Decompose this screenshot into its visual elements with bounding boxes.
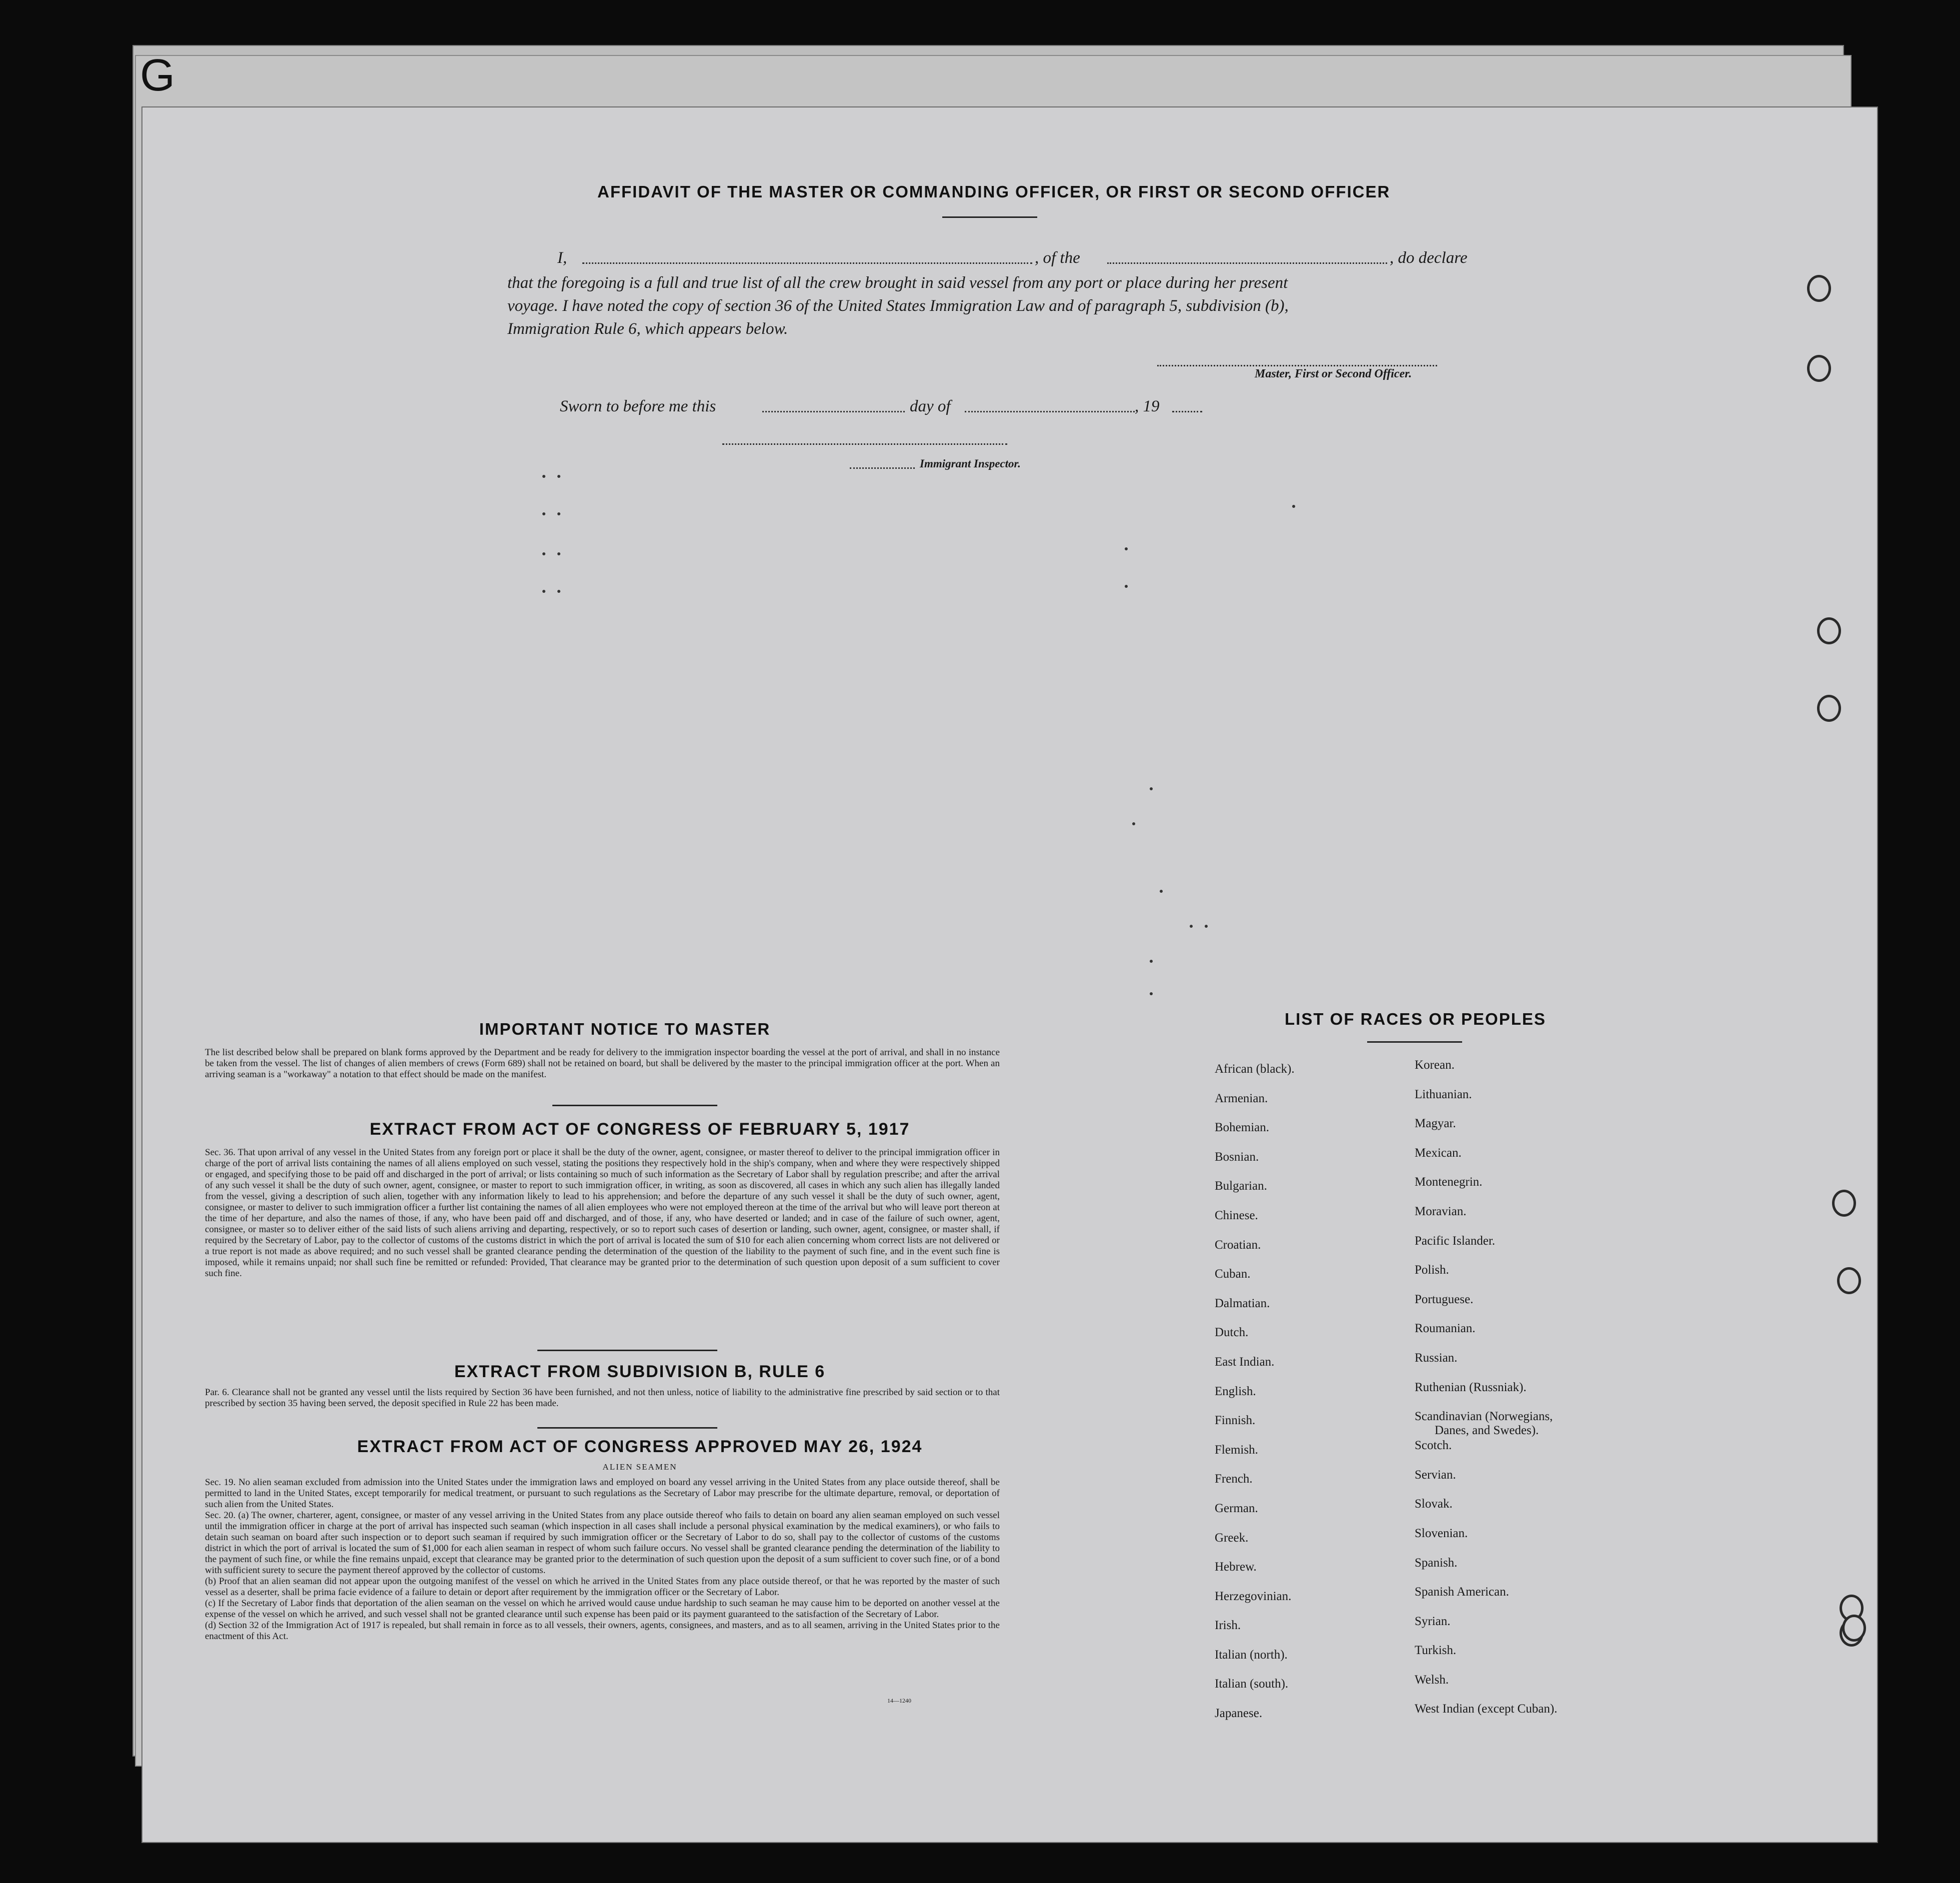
race-right-21: Turkish. [1415, 1644, 1457, 1658]
race-right-3: Mexican. [1415, 1146, 1462, 1160]
race-left-5: Chinese. [1215, 1208, 1258, 1222]
document-page [142, 107, 1877, 1842]
sworn-line [560, 395, 1410, 420]
races-right-column [1415, 1058, 1557, 1732]
inspector-prefix-line [850, 467, 915, 469]
race-left-3: Bosnian. [1215, 1150, 1259, 1164]
race-left-12: Finnish. [1215, 1414, 1256, 1428]
race-left-20: Italian (north). [1215, 1648, 1288, 1662]
race-right-7: Polish. [1415, 1263, 1449, 1277]
master-signature-line [1157, 365, 1437, 366]
affidavit-line-3: voyage. I have noted the copy of section 36 of the United States Immigration Law and of paragraph 5, subdivision (b), [507, 297, 1289, 315]
extract-1917-title: EXTRACT FROM ACT OF CONGRESS OF FEBRUARY 5, 1917 [369, 1120, 910, 1139]
speck [1150, 787, 1153, 790]
speck [542, 590, 545, 593]
race-right-14: Scotch. [1415, 1439, 1452, 1453]
race-right-12: Scandinavian (Norwegians, [1415, 1410, 1553, 1424]
extract-1924-title: EXTRACT FROM ACT OF CONGRESS APPROVED MAY 26, 1924 [357, 1437, 923, 1456]
race-right-4: Montenegrin. [1415, 1175, 1483, 1189]
race-left-2: Bohemian. [1215, 1121, 1270, 1135]
race-left-6: Croatian. [1215, 1238, 1261, 1252]
speck [542, 475, 545, 478]
extract-1924-subtitle: ALIEN SEAMEN [602, 1462, 677, 1472]
notice-divider [552, 1105, 717, 1106]
race-right-15: Servian. [1415, 1468, 1456, 1482]
speck [1125, 585, 1128, 588]
affidavit-line1-b: , of the [1035, 249, 1080, 267]
race-right-23: West Indian (except Cuban). [1415, 1702, 1558, 1716]
extract-1924-body [205, 1477, 1000, 1642]
speck [1150, 960, 1153, 963]
race-left-16: Greek. [1215, 1531, 1249, 1545]
affidavit-line-1 [557, 246, 1657, 271]
race-right-17: Slovenian. [1415, 1526, 1468, 1540]
speck [557, 590, 560, 593]
race-left-0: African (black). [1215, 1062, 1295, 1076]
speck [1292, 505, 1295, 508]
affidavit-title: AFFIDAVIT OF THE MASTER OR COMMANDING OFFICER, OR FIRST OR SECOND OFFICER [597, 182, 1391, 201]
race-right-6: Pacific Islander. [1415, 1234, 1496, 1248]
race-right-0: Korean. [1415, 1058, 1455, 1072]
races-title: LIST OF RACES OR PEOPLES [1285, 1010, 1546, 1028]
extract-1917-body: Sec. 36. That upon arrival of any vessel in the United States from any foreign port or place it shall be the duty of the owner, agent, consignee, or master thereof to deliver to the principal immigration officer in charge of the port of arrival lists containing the names of all aliens employed on such vessel, stating the positions they respectively hold in the ship's company, when and where they were respectively shipped or engaged, and specifying those to be paid off and discharged in the port of arrival; or lists containing so much of such information as the Secretary of Labor shall by regulation prescribe; and after the arrival of any such vessel it shall be the duty of such owner, agent, consignee, or master to report to such immigration officer, in writing, as soon as discovered, all cases in which any such alien has illegally landed from the vessel, giving a description of such alien, together with any information likely to lead to his apprehension; and before the departure of any such vessel it shall be the duty of such owner, agent, consignee, or master to deliver to such immigration officer a further list containing the names of all alien employees who were not employed thereon at the time of the arrival but who will leave port thereon at the time of her departure, and also the names of those, if any, who have been paid off and discharged, and of those, if any, who have deserted or landed; and in case of the failure of such owner, agent, consignee, or master so to deliver either of the said lists of such aliens arriving and departing, respectively, or so to report such cases of desertion or landing, such owner, agent, consignee, or master shall, if required by the Secretary of Labor, pay to the collector of customs of the customs district in which the port of arrival is located the sum of $10 for each alien concerning whom correct lists are not delivered or a true report is not made as above required; and no such vessel shall be granted clearance pending the determination of the question of the liability to the payment of such fine, and in the event such fine is imposed, while it remains unpaid; nor shall such fine be remitted or refunded: Provided, That clearance may be granted prior to the determination of such question upon deposit of a sum sufficient to cover such fine. [205, 1147, 1000, 1279]
race-right-16: Slovak. [1415, 1497, 1453, 1511]
sworn-b: day of [910, 397, 951, 415]
speck [542, 512, 545, 515]
day-blank [762, 411, 905, 412]
race-left-10: East Indian. [1215, 1355, 1275, 1369]
race-left-17: Hebrew. [1215, 1560, 1257, 1574]
race-left-9: Dutch. [1215, 1326, 1249, 1340]
extract-1924-sec20d: (d) Section 32 of the Immigration Act of 1917 is repealed, but shall remain in force as to all vessels, their owners, agents, consignees, and masters, and as to all seamen, arriving in the United States prior to the enactment of this Act. [205, 1620, 1000, 1642]
race-right-5: Moravian. [1415, 1204, 1467, 1218]
race-right-18: Spanish. [1415, 1556, 1458, 1570]
punch-hole-icon [1807, 355, 1831, 382]
race-left-1: Armenian. [1215, 1091, 1268, 1105]
punch-hole-icon [1817, 695, 1841, 722]
race-left-4: Bulgarian. [1215, 1179, 1267, 1193]
punch-hole-icon [1807, 275, 1831, 302]
race-left-21: Italian (south). [1215, 1677, 1289, 1691]
affidavit-line-4: Immigration Rule 6, which appears below. [507, 320, 788, 338]
race-left-8: Dalmatian. [1215, 1296, 1270, 1310]
speck [557, 552, 560, 555]
punch-hole-icon [1832, 1190, 1856, 1217]
notice-body: The list described below shall be prepared on blank forms approved by the Department and be ready for delivery to the immigration inspector boarding the vessel at the port of arrival, and shall in no instance be taken from the vessel. The list of changes of alien members of crews (Form 689) shall not be retained on board, but shall be delivered by the master to the principal immigration officer at the port. When an arriving seaman is a "workaway" a notation to that effect should be made on the manifest. [205, 1047, 1000, 1080]
race-right-2: Magyar. [1415, 1117, 1456, 1131]
sworn-c: , 19 [1135, 397, 1160, 415]
extract-1924-sec20b: (b) Proof that an alien seaman did not appear upon the outgoing manifest of the vessel on which he arrived in the United States from any place outside thereof, or that he was reported by the master of such vessel as a deserter, shall be prima facie evidence of a failure to detain or deport after requirement by the immigration officer or the Secretary of Labor. [205, 1576, 1000, 1598]
year-blank [1172, 411, 1202, 412]
form-number: 14—1240 [887, 1697, 911, 1704]
sworn-a: Sworn to before me this [560, 397, 716, 415]
speck [542, 552, 545, 555]
speck [1132, 822, 1135, 825]
name-blank [582, 262, 1032, 264]
race-right-8: Portuguese. [1415, 1292, 1474, 1306]
extract-1917-divider [537, 1350, 717, 1351]
race-left-7: Cuban. [1215, 1267, 1251, 1281]
month-blank [965, 411, 1135, 412]
race-left-15: German. [1215, 1501, 1258, 1515]
race-left-19: Irish. [1215, 1619, 1241, 1633]
race-left-22: Japanese. [1215, 1707, 1263, 1721]
race-right-1: Lithuanian. [1415, 1087, 1472, 1101]
speck [557, 475, 560, 478]
speck [1125, 547, 1128, 550]
extract-rule6-title: EXTRACT FROM SUBDIVISION B, RULE 6 [454, 1362, 826, 1381]
affidavit-line1-a: I, [557, 249, 567, 267]
speck [1190, 925, 1193, 928]
race-left-14: French. [1215, 1472, 1253, 1486]
extract-rule6-body: Par. 6. Clearance shall not be granted any vessel until the lists required by Section 36 have been furnished, and not then unless, notice of liability to the administrative fine prescribed by said section or to that prescribed by section 35 having been served, the deposit specified in Rule 22 has been made. [205, 1387, 1000, 1409]
race-right-22: Welsh. [1415, 1673, 1449, 1687]
race-left-13: Flemish. [1215, 1443, 1258, 1457]
race-right-13: Danes, and Swedes). [1435, 1424, 1539, 1438]
affidavit-line-2: that the foregoing is a full and true list of all the crew brought in said vessel from any port or place during her present [507, 274, 1288, 292]
extract-1924-sec19: Sec. 19. No alien seaman excluded from admission into the United States under the immigration laws and employed on board any vessel arriving in the United States from any place outside thereof, shall be permitted to land in the United States, except temporarily for medical treatment, or pursuant to such regulations as the Secretary of Labor may prescribe for the ultimate departure, removal, or deportation of such alien from the United States. [205, 1477, 1000, 1510]
notice-title: IMPORTANT NOTICE TO MASTER [479, 1020, 771, 1038]
race-left-11: English. [1215, 1384, 1256, 1398]
race-right-9: Roumanian. [1415, 1322, 1476, 1336]
affidavit-line1-c: , do declare [1390, 249, 1468, 267]
title-underline [942, 216, 1037, 218]
extract-1924-sec20c: (c) If the Secretary of Labor finds that deportation of the alien seaman on the vessel on which he arrived would cause undue hardship to such seaman he may cause him to be deported on another vessel at the expense of the vessel on which he arrived, and such vessel shall not be granted clearance until such expense has been paid or its payment guaranteed to the satisfaction of the Secretary of Labor. [205, 1598, 1000, 1620]
speck [557, 512, 560, 515]
punch-hole-icon [1842, 1615, 1866, 1642]
speck [1150, 992, 1153, 995]
punch-hole-icon [1817, 617, 1841, 644]
extract-1924-sec20a: Sec. 20. (a) The owner, charterer, agent, consignee, or master of any vessel arriving in the United States from any place outside thereof who fails to detain on board any alien seaman employed on such vessel until the immigration officer in charge at the port of arrival has inspected such seaman (which inspection in all cases shall include a personal physical examination by the medical examiners), or who fails to detain such seaman on board after such inspection or to deport such seaman if required by such immigration officer or the Secretary of Labor to do so, shall pay to the collector of customs of the customs district in which the port of arrival is located the sum of $1,000 for each alien seaman in respect of whom such failure occurs. No vessel shall be granted clearance pending the determination of the liability to the payment of such fine, or while the fine remains unpaid, except that clearance may be granted prior to the determination of such question upon the deposit of a sum sufficient to cover such fine, or of a bond with sufficient surety to secure the payment thereof approved by the collector of customs. [205, 1510, 1000, 1576]
race-right-10: Russian. [1415, 1351, 1458, 1365]
corner-mark: G [140, 50, 175, 100]
inspector-signature-line [722, 443, 1007, 445]
speck [1160, 890, 1163, 893]
race-right-19: Spanish American. [1415, 1585, 1509, 1599]
races-underline [1367, 1041, 1462, 1043]
races-left-column [1215, 1062, 1295, 1736]
punch-hole-icon [1837, 1267, 1861, 1294]
speck [1205, 925, 1208, 928]
inspector-label: Immigrant Inspector. [920, 457, 1021, 470]
extract-rule6-divider [537, 1427, 717, 1429]
vessel-blank [1107, 262, 1387, 264]
race-left-18: Herzegovinian. [1215, 1589, 1292, 1603]
race-right-20: Syrian. [1415, 1614, 1451, 1628]
master-label: Master, First or Second Officer. [1255, 367, 1412, 380]
race-right-11: Ruthenian (Russniak). [1415, 1380, 1527, 1394]
